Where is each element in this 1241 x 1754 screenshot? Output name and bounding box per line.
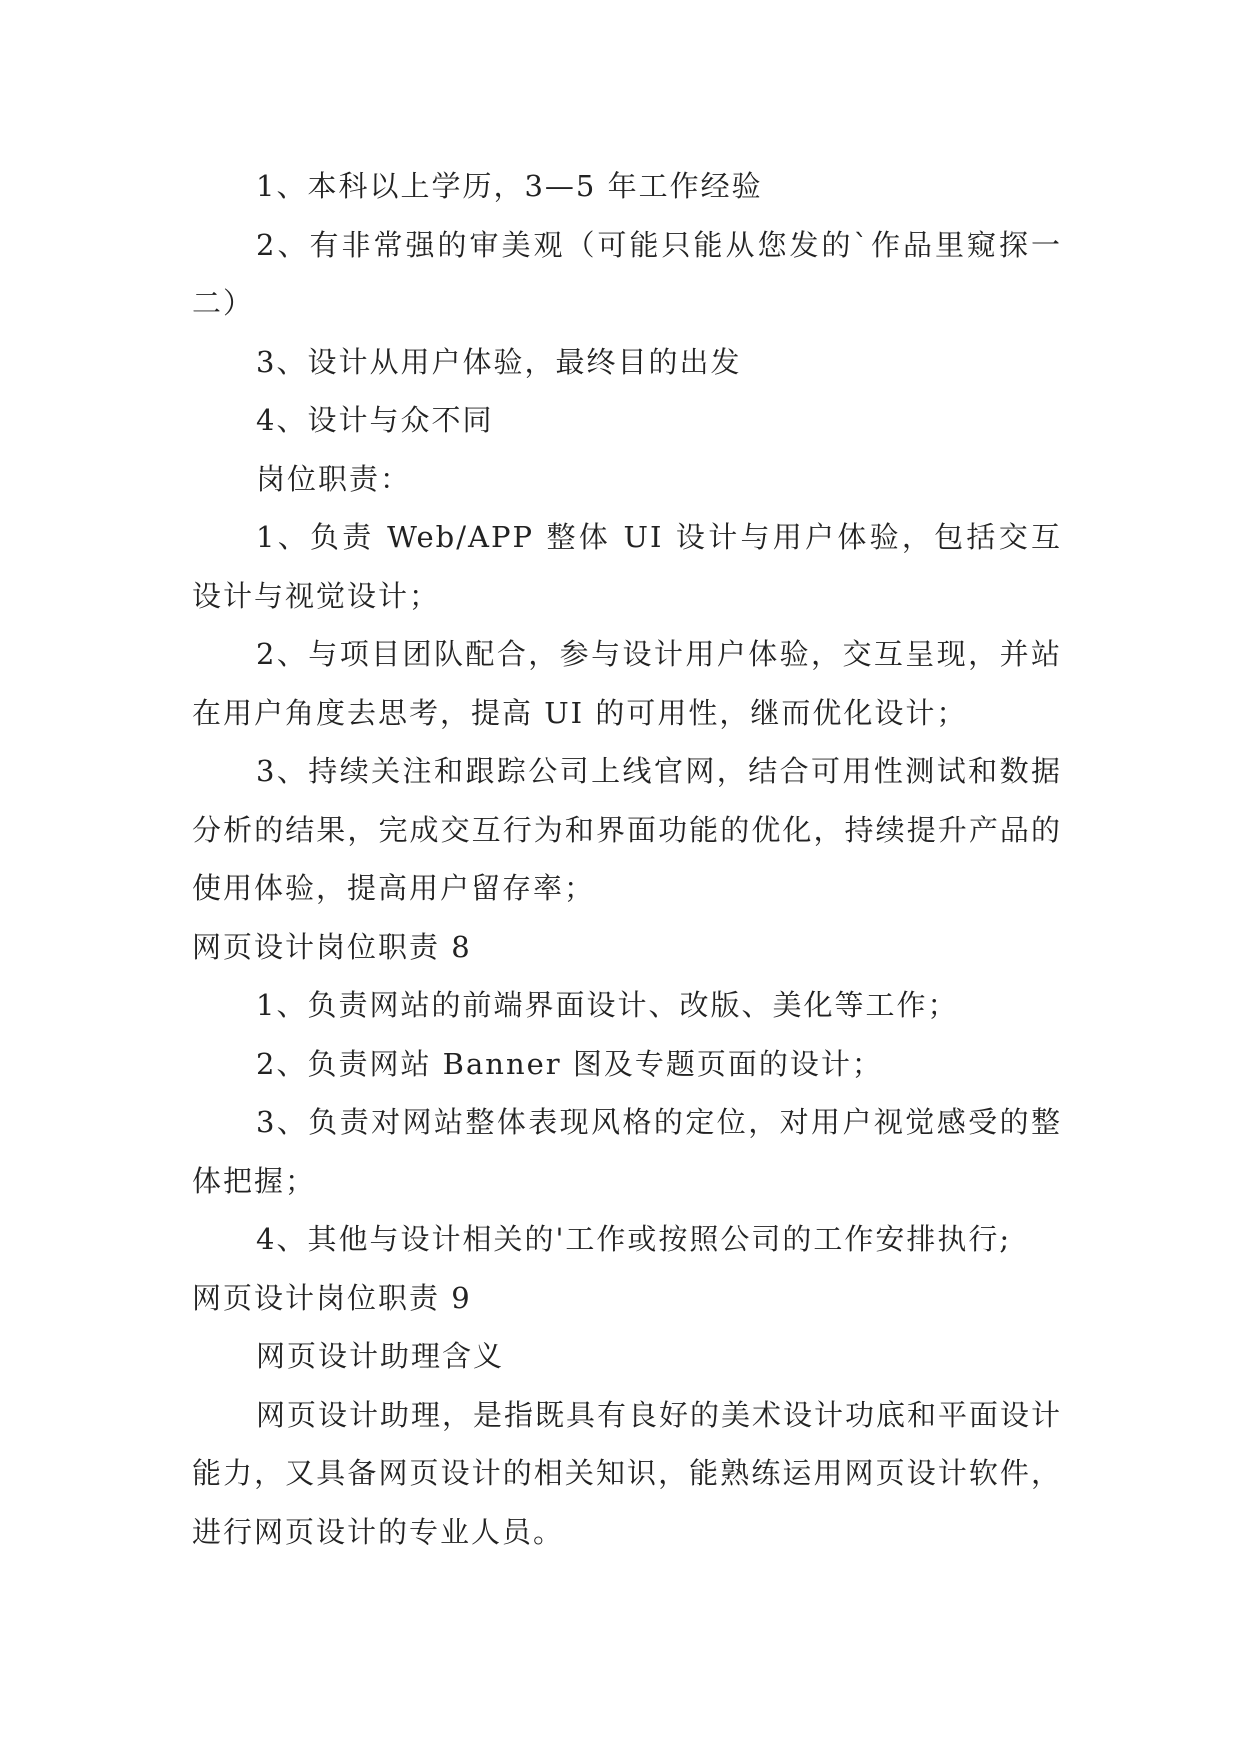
section8-item-2: 2、负责网站 Banner 图及专题页面的设计；	[256, 1046, 883, 1081]
section-heading-8: 网页设计岗位职责 8	[192, 929, 472, 964]
section-heading-9: 网页设计岗位职责 9	[192, 1280, 472, 1315]
section8-item-3: 3、负责对网站整体表现风格的定位，对用户视觉感受的整体把握；	[192, 1105, 1062, 1198]
section8-item-1: 1、负责网站的前端界面设计、改版、美化等工作；	[256, 988, 959, 1022]
requirement-2: 2、有非常强的审美观（可能只能从您发的`作品里窥探一二）	[192, 227, 1062, 320]
duty-2: 2、与项目团队配合，参与设计用户体验，交互呈现，并站在用户角度去思考，提高 UI 的可用性，继而优化设计；	[192, 637, 1062, 730]
duty-3: 3、持续关注和跟踪公司上线官网，结合可用性测试和数据分析的结果，完成交互行为和界面功能的优化，持续提升产品的使用体验，提高用户留存率；	[192, 754, 1062, 905]
requirement-4: 4、设计与众不同	[256, 403, 494, 437]
duties-label: 岗位职责：	[256, 461, 412, 496]
requirement-3: 3、设计从用户体验，最终目的出发	[256, 344, 742, 379]
document-body	[192, 157, 1062, 1561]
section8-item-4: 4、其他与设计相关的'工作或按照公司的工作安排执行;	[256, 1222, 1012, 1256]
section9-definition: 网页设计助理，是指既具有良好的美术设计功底和平面设计能力，又具备网页设计的相关知识，能熟练运用网页设计软件，进行网页设计的专业人员。	[192, 1397, 1063, 1549]
section9-subtitle: 网页设计助理含义	[256, 1339, 505, 1373]
duty-1: 1、负责 Web/APP 整体 UI 设计与用户体验，包括交互设计与视觉设计；	[192, 520, 1062, 613]
requirement-1: 1、本科以上学历，3—5 年工作经验	[256, 169, 763, 203]
